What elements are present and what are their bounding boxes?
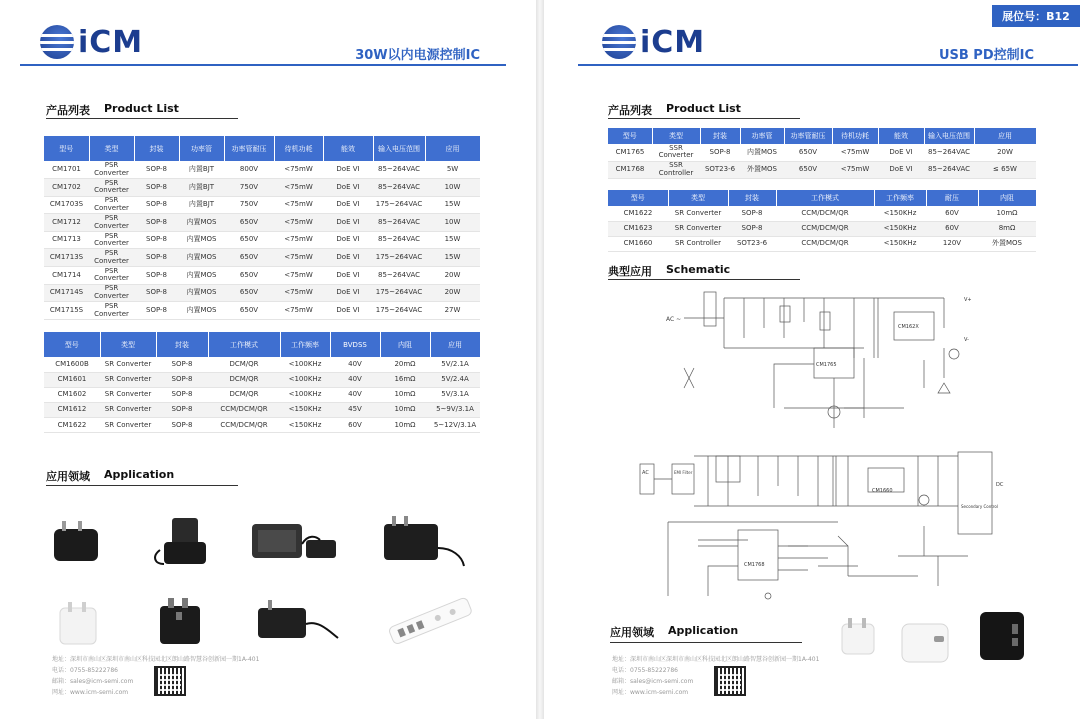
table-header-row xyxy=(608,190,1036,206)
laptop-adapter-photo xyxy=(248,594,344,646)
table-cell: 750V xyxy=(224,196,274,214)
table-cell: 内置MOS xyxy=(179,249,224,267)
table-cell: 10W xyxy=(425,179,480,197)
table-cell: 20W xyxy=(974,144,1036,161)
column-header: 输入电压范围 xyxy=(373,136,425,161)
phone-text: 电话：0755-85222786 xyxy=(52,667,118,674)
table-cell: 650V xyxy=(224,214,274,232)
column-header: 工作模式 xyxy=(776,190,874,206)
table-cell: 10mΩ xyxy=(380,403,430,418)
table-cell: <100KHz xyxy=(280,357,330,372)
column-header: 内阻 xyxy=(978,190,1036,206)
table-cell: 175~264VAC xyxy=(373,302,425,320)
table-header-row xyxy=(44,136,480,161)
charger-photo xyxy=(48,515,108,565)
uk-plug-charger-photo xyxy=(152,594,208,650)
power-strip-photo xyxy=(384,590,476,650)
schematic-heading: 典型应用 Schematic xyxy=(608,263,731,278)
table-cell: 外置MOS xyxy=(978,236,1036,251)
header-divider xyxy=(578,64,1078,66)
table-cell: <100KHz xyxy=(280,387,330,402)
column-header: 待机功耗 xyxy=(274,136,323,161)
table-row xyxy=(44,387,480,402)
table-cell: PSR Converter xyxy=(89,302,134,320)
table-cell: PSR Converter xyxy=(89,249,134,267)
table-cell: CM1600B xyxy=(44,357,100,372)
table-cell: 15W xyxy=(425,196,480,214)
email-text: 邮箱：sales@icm-semi.com xyxy=(52,678,134,685)
table-cell: 650V xyxy=(784,161,832,178)
table-cell: <75mW xyxy=(274,196,323,214)
table-cell: SR Converter xyxy=(668,221,728,236)
table-cell: 750V xyxy=(224,179,274,197)
table-cell: 27W xyxy=(425,302,480,320)
table-cell: PSR Converter xyxy=(89,267,134,285)
table-cell: <75mW xyxy=(274,249,323,267)
table-cell: <75mW xyxy=(832,144,878,161)
column-header: 型号 xyxy=(608,190,668,206)
table-cell: 85~264VAC xyxy=(373,214,425,232)
table-row xyxy=(44,214,480,232)
column-header: 功率管耐压 xyxy=(224,136,274,161)
icm-logo xyxy=(40,22,143,62)
chip-label: CM162X xyxy=(898,324,919,330)
column-header: 型号 xyxy=(44,332,100,357)
table-cell: CM1623 xyxy=(608,221,668,236)
table-cell: 175~264VAC xyxy=(373,284,425,302)
table-row xyxy=(608,221,1036,236)
table-cell: ≤ 65W xyxy=(974,161,1036,178)
battery-charger-photo xyxy=(150,512,220,568)
product-list-heading: 产品列表 Product List xyxy=(608,102,741,117)
table-cell: 175~264VAC xyxy=(373,249,425,267)
table-row xyxy=(608,144,1036,161)
table-cell: 650V xyxy=(224,231,274,249)
table-cell: SOP-8 xyxy=(156,372,208,387)
table-cell: CCM/DCM/QR xyxy=(776,206,874,221)
table-cell: SOP-8 xyxy=(134,179,179,197)
table-cell: DoE VI xyxy=(878,161,924,178)
table-cell: 120V xyxy=(926,236,978,251)
product-table-sr-right xyxy=(608,190,1037,252)
table-cell: <75mW xyxy=(274,284,323,302)
table-cell: CM1612 xyxy=(44,403,100,418)
table-cell: CM1715S xyxy=(44,302,89,320)
table-cell: 85~264VAC xyxy=(924,144,974,161)
table-cell: PSR Converter xyxy=(89,179,134,197)
table-cell: 外置MOS xyxy=(740,161,784,178)
table-row xyxy=(44,231,480,249)
brand-name: iCM xyxy=(640,24,706,60)
schematic-cm1765 xyxy=(664,288,994,438)
table-cell: 15W xyxy=(425,231,480,249)
table-cell: DCM/QR xyxy=(208,357,280,372)
table-cell: DoE VI xyxy=(323,179,373,197)
table-cell: 内置MOS xyxy=(740,144,784,161)
left-page xyxy=(0,0,536,719)
table-cell: SSR Controller xyxy=(652,161,700,178)
table-cell: 5V/2.4A xyxy=(430,372,480,387)
table-cell: 10mΩ xyxy=(380,387,430,402)
table-cell: SOP-8 xyxy=(728,221,776,236)
table-cell: 内置MOS xyxy=(179,214,224,232)
dc-label: DC xyxy=(996,482,1004,488)
table-cell: SOP-8 xyxy=(134,196,179,214)
vminus-label: V- xyxy=(964,337,969,343)
table-cell: 内置BJT xyxy=(179,196,224,214)
table-cell: DoE VI xyxy=(323,196,373,214)
table-cell: CCM/DCM/QR xyxy=(208,418,280,433)
table-cell: <150KHz xyxy=(874,221,926,236)
column-header: 功率管 xyxy=(740,128,784,144)
table-row xyxy=(44,196,480,214)
table-cell: <150KHz xyxy=(280,418,330,433)
table-cell: 5~9V/3.1A xyxy=(430,403,480,418)
table-cell: 45V xyxy=(330,403,380,418)
icm-logo xyxy=(602,22,705,62)
table-cell: SSR Converter xyxy=(652,144,700,161)
schematic-cm1768 xyxy=(638,446,1008,612)
table-cell: CM1712 xyxy=(44,214,89,232)
section-divider xyxy=(608,279,800,280)
column-header: 待机功耗 xyxy=(832,128,878,144)
table-cell: 15W xyxy=(425,249,480,267)
table-cell: SOP-8 xyxy=(700,144,740,161)
table-cell: SOP-8 xyxy=(134,214,179,232)
column-header: 应用 xyxy=(425,136,480,161)
ac-label: AC ~ xyxy=(666,316,682,323)
table-cell: <100KHz xyxy=(280,372,330,387)
column-header: 类型 xyxy=(89,136,134,161)
email-text: 邮箱：sales@icm-semi.com xyxy=(612,678,694,685)
column-header: 封装 xyxy=(700,128,740,144)
table-cell: 85~264VAC xyxy=(373,161,425,179)
column-header: 耐压 xyxy=(926,190,978,206)
section-divider xyxy=(46,485,238,486)
table-cell: <150KHz xyxy=(280,403,330,418)
table-cell: 650V xyxy=(224,249,274,267)
table-cell: <75mW xyxy=(274,302,323,320)
table-cell: SR Converter xyxy=(100,372,156,387)
book-gutter xyxy=(536,0,544,719)
table-cell: SOP-8 xyxy=(134,267,179,285)
table-cell: 20mΩ xyxy=(380,357,430,372)
table-cell: CM1768 xyxy=(608,161,652,178)
table-cell: 60V xyxy=(926,221,978,236)
table-cell: 内置MOS xyxy=(179,284,224,302)
table-row xyxy=(44,249,480,267)
table-cell: <75mW xyxy=(274,161,323,179)
table-cell: DoE VI xyxy=(323,161,373,179)
white-charger-photo xyxy=(54,600,104,648)
table-cell: SOP-8 xyxy=(728,206,776,221)
table-cell: 40V xyxy=(330,387,380,402)
table-cell: SR Converter xyxy=(100,418,156,433)
table-cell: <75mW xyxy=(832,161,878,178)
table-cell: 16mΩ xyxy=(380,372,430,387)
table-cell: CM1701 xyxy=(44,161,89,179)
table-cell: SR Controller xyxy=(668,236,728,251)
table-cell: CM1702 xyxy=(44,179,89,197)
table-row xyxy=(44,403,480,418)
table-header-row xyxy=(44,332,480,357)
table-cell: CM1601 xyxy=(44,372,100,387)
table-cell: 内置BJT xyxy=(179,161,224,179)
usb-c-charger-photo xyxy=(896,614,958,668)
page-title: USB PD控制IC xyxy=(938,48,1034,63)
section-divider xyxy=(610,642,802,643)
section-divider xyxy=(46,118,238,119)
table-cell: 650V xyxy=(224,302,274,320)
table-cell: <75mW xyxy=(274,267,323,285)
table-cell: <75mW xyxy=(274,179,323,197)
column-header: 封装 xyxy=(728,190,776,206)
booth-badge: 展位号：B12 xyxy=(992,5,1080,27)
table-cell: DoE VI xyxy=(323,267,373,285)
table-cell: DoE VI xyxy=(323,214,373,232)
table-cell: PSR Converter xyxy=(89,231,134,249)
table-cell: SOT23-6 xyxy=(728,236,776,251)
table-header-row xyxy=(608,128,1036,144)
table-row xyxy=(608,206,1036,221)
table-cell: SOT23-6 xyxy=(700,161,740,178)
ac-label: AC xyxy=(642,470,649,476)
vplus-label: V+ xyxy=(964,297,972,303)
table-row xyxy=(44,302,480,320)
table-cell: SOP-8 xyxy=(156,387,208,402)
table-cell: CCM/DCM/QR xyxy=(776,221,874,236)
wall-adapter-photo xyxy=(378,512,470,568)
column-header: 类型 xyxy=(100,332,156,357)
table-cell: SOP-8 xyxy=(156,357,208,372)
table-cell: PSR Converter xyxy=(89,196,134,214)
page-title: 30W以内电源控制IC xyxy=(355,48,480,63)
brand-name: iCM xyxy=(78,24,144,60)
chip-label: CM1660 xyxy=(872,488,893,494)
column-header: 能效 xyxy=(323,136,373,161)
table-cell: SOP-8 xyxy=(156,403,208,418)
column-header: 应用 xyxy=(974,128,1036,144)
table-cell: CM1602 xyxy=(44,387,100,402)
globe-icon xyxy=(40,25,74,59)
table-cell: 20W xyxy=(425,284,480,302)
table-row xyxy=(44,179,480,197)
table-cell: 10W xyxy=(425,214,480,232)
table-row xyxy=(44,267,480,285)
column-header: BVDSS xyxy=(330,332,380,357)
table-cell: 40V xyxy=(330,357,380,372)
column-header: 工作模式 xyxy=(208,332,280,357)
table-cell: 5V/3.1A xyxy=(430,387,480,402)
table-cell: DoE VI xyxy=(323,284,373,302)
table-cell: SR Converter xyxy=(668,206,728,221)
table-cell: PSR Converter xyxy=(89,161,134,179)
table-cell: DCM/QR xyxy=(208,387,280,402)
table-cell: 85~264VAC xyxy=(373,179,425,197)
qr-code xyxy=(714,666,746,696)
header-divider xyxy=(20,64,506,66)
table-cell: 650V xyxy=(224,267,274,285)
table-cell: CM1713 xyxy=(44,231,89,249)
table-cell: DCM/QR xyxy=(208,372,280,387)
table-cell: 85~264VAC xyxy=(373,231,425,249)
table-cell: CM1765 xyxy=(608,144,652,161)
column-header: 工作频率 xyxy=(280,332,330,357)
filter-label: EMI Filter xyxy=(674,470,693,475)
table-cell: CM1714 xyxy=(44,267,89,285)
column-header: 应用 xyxy=(430,332,480,357)
table-cell: SR Converter xyxy=(100,403,156,418)
column-header: 封装 xyxy=(134,136,179,161)
table-cell: 10mΩ xyxy=(978,206,1036,221)
table-cell: 40V xyxy=(330,372,380,387)
table-cell: DoE VI xyxy=(323,231,373,249)
application-heading: 应用领域 Application xyxy=(610,624,739,639)
table-cell: <75mW xyxy=(274,231,323,249)
table-cell: 60V xyxy=(926,206,978,221)
table-cell: 内置MOS xyxy=(179,231,224,249)
table-cell: 5~12V/3.1A xyxy=(430,418,480,433)
product-table-pd xyxy=(608,128,1037,179)
chip-label: CM1765 xyxy=(816,362,837,368)
table-cell: SOP-8 xyxy=(134,284,179,302)
column-header: 类型 xyxy=(668,190,728,206)
table-cell: 20W xyxy=(425,267,480,285)
table-cell: CM1660 xyxy=(608,236,668,251)
table-cell: 5V/2.1A xyxy=(430,357,480,372)
table-cell: CM1713S xyxy=(44,249,89,267)
phone-text: 电话：0755-85222786 xyxy=(612,667,678,674)
table-cell: PSR Converter xyxy=(89,284,134,302)
address-text: 地址：深圳市南山区深圳市南山区科技园北区朗山路智慧谷创新园一期1A-401 xyxy=(612,656,820,663)
table-cell: 8mΩ xyxy=(978,221,1036,236)
table-cell: 650V xyxy=(224,284,274,302)
table-row xyxy=(44,418,480,433)
table-row xyxy=(44,372,480,387)
table-cell: 5W xyxy=(425,161,480,179)
column-header: 类型 xyxy=(652,128,700,144)
column-header: 型号 xyxy=(608,128,652,144)
table-cell: 800V xyxy=(224,161,274,179)
table-cell: CCM/DCM/QR xyxy=(208,403,280,418)
table-cell: CCM/DCM/QR xyxy=(776,236,874,251)
table-cell: 内置MOS xyxy=(179,267,224,285)
black-pd-charger-photo xyxy=(974,606,1030,664)
website-text: 网址：www.icm-semi.com xyxy=(612,689,689,696)
column-header: 功率管 xyxy=(179,136,224,161)
table-cell: <75mW xyxy=(274,214,323,232)
column-header: 输入电压范围 xyxy=(924,128,974,144)
table-row xyxy=(608,236,1036,251)
table-cell: SR Converter xyxy=(100,387,156,402)
product-table-psr xyxy=(44,136,481,320)
table-cell: SOP-8 xyxy=(134,231,179,249)
table-cell: <150KHz xyxy=(874,236,926,251)
table-cell: CM1622 xyxy=(44,418,100,433)
table-cell: SOP-8 xyxy=(156,418,208,433)
column-header: 功率管耐压 xyxy=(784,128,832,144)
table-cell: SOP-8 xyxy=(134,161,179,179)
table-cell: 85~264VAC xyxy=(373,267,425,285)
table-row xyxy=(44,284,480,302)
table-cell: CM1703S xyxy=(44,196,89,214)
column-header: 封装 xyxy=(156,332,208,357)
column-header: 能效 xyxy=(878,128,924,144)
table-row xyxy=(44,357,480,372)
website-text: 网址：www.icm-semi.com xyxy=(52,689,129,696)
table-cell: 85~264VAC xyxy=(924,161,974,178)
table-cell: 内置BJT xyxy=(179,179,224,197)
table-cell: <150KHz xyxy=(874,206,926,221)
table-cell: CM1622 xyxy=(608,206,668,221)
address-text: 地址：深圳市南山区深圳市南山区科技园北区朗山路智慧谷创新园一期1A-401 xyxy=(52,656,260,663)
chip-label: CM1768 xyxy=(744,562,765,568)
table-cell: DoE VI xyxy=(323,302,373,320)
table-cell: 650V xyxy=(784,144,832,161)
white-charger-photo xyxy=(836,614,882,660)
product-table-sr xyxy=(44,332,481,433)
product-list-heading: 产品列表 Product List xyxy=(46,102,179,117)
column-header: 工作频率 xyxy=(874,190,926,206)
table-cell: CM1714S xyxy=(44,284,89,302)
table-cell: SOP-8 xyxy=(134,302,179,320)
column-header: 内阻 xyxy=(380,332,430,357)
table-cell: DoE VI xyxy=(878,144,924,161)
table-cell: PSR Converter xyxy=(89,214,134,232)
globe-icon xyxy=(602,25,636,59)
adapter-photo xyxy=(246,514,346,566)
column-header: 型号 xyxy=(44,136,89,161)
secondary-label: Secondary Control xyxy=(961,504,998,509)
table-row xyxy=(44,161,480,179)
qr-code xyxy=(154,666,186,696)
table-cell: SOP-8 xyxy=(134,249,179,267)
table-cell: 10mΩ xyxy=(380,418,430,433)
table-cell: 60V xyxy=(330,418,380,433)
application-heading: 应用领域 Application xyxy=(46,468,175,483)
table-cell: 内置MOS xyxy=(179,302,224,320)
section-divider xyxy=(608,118,800,119)
table-cell: SR Converter xyxy=(100,357,156,372)
right-page xyxy=(544,0,1080,719)
table-cell: DoE VI xyxy=(323,249,373,267)
table-row xyxy=(608,161,1036,178)
table-cell: 175~264VAC xyxy=(373,196,425,214)
